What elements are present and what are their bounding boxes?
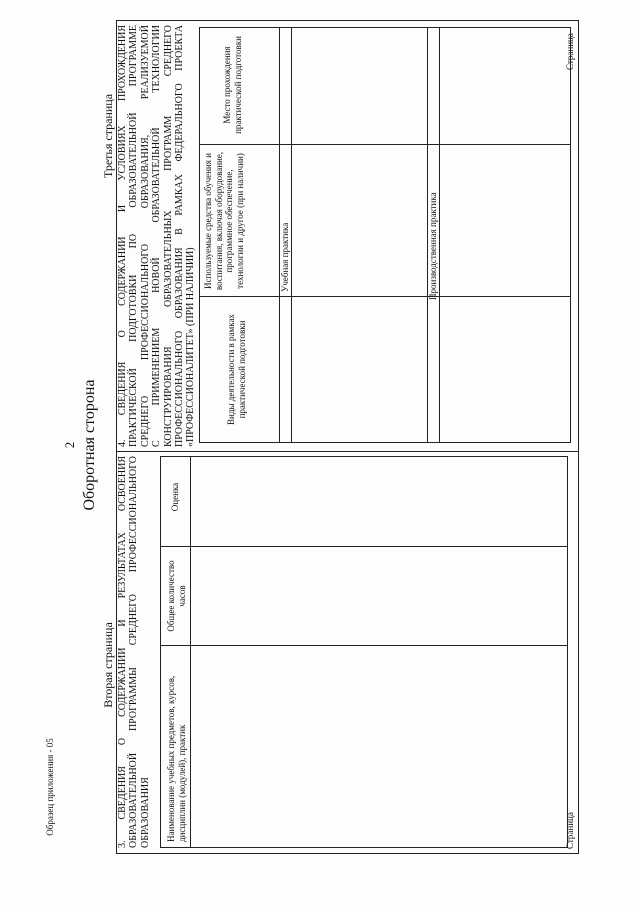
page3-footer-label: Страница bbox=[565, 33, 575, 70]
page3-column-header: Используемые средства обучения и воспитания, включая оборудование, программное обеспечение, технологии и другое (при наличии) bbox=[203, 151, 245, 291]
page3-column-divider bbox=[199, 296, 571, 297]
page2-heading-line: 3. СВЕДЕНИЯ О СОДЕРЖАНИИ И РЕЗУЛЬТАТАХ ОСВОЕНИЯ bbox=[117, 456, 128, 848]
page3-column-divider bbox=[199, 144, 571, 145]
page3-heading-line: КОНСТРУИРОВАНИЯ ОБРАЗОВАТЕЛЬНЫХ ПРОГРАММ СРЕДНЕГО bbox=[162, 25, 174, 447]
form-sample-note: Образец приложения - 05 bbox=[45, 738, 55, 836]
page2-table bbox=[160, 456, 568, 848]
side-title: Оборотная сторона bbox=[81, 379, 98, 511]
page2-footer-label: Страница bbox=[565, 812, 575, 849]
page3-row-label: Учебная практика bbox=[280, 222, 290, 292]
page3-table bbox=[199, 27, 571, 443]
page2-column-divider bbox=[160, 546, 568, 547]
page2-section-heading bbox=[117, 456, 157, 849]
page3-heading-line: 4. СВЕДЕНИЯ О СОДЕРЖАНИИ И УСЛОВИЯХ ПРОХОЖДЕНИЯ bbox=[117, 25, 128, 447]
page2-column-divider bbox=[160, 645, 568, 646]
page3-heading-line: «ПРОФЕССИОНАЛИТЕТ» (ПРИ НАЛИЧИИ) bbox=[185, 247, 197, 447]
page3-column-header: Место прохождения практической подготовки bbox=[222, 36, 243, 134]
page3-title: Третья страница bbox=[101, 93, 115, 179]
page2-heading-line: ОБРАЗОВАТЕЛЬНОЙ ПРОГРАММЫ СРЕДНЕГО ПРОФЕССИОНАЛЬНОГО bbox=[128, 456, 140, 848]
page3-heading-line: ПРОФЕССИОНАЛЬНОГО ОБРАЗОВАНИЯ В РАМКАХ ФЕДЕРАЛЬНОГО ПРОЕКТА bbox=[174, 25, 186, 447]
page2-column-header: Общее количество часов bbox=[166, 560, 187, 632]
page2-heading-line: ОБРАЗОВАНИЯ bbox=[139, 777, 151, 848]
page2-column-header: Наименование учебных предметов, курсов, дисциплин (модулей), практик bbox=[166, 675, 187, 842]
page-number: 2 bbox=[62, 441, 77, 449]
page3-heading-line: СРЕДНЕГО ПРОФЕССИОНАЛЬНОГО ОБРАЗОВАНИЯ, РЕАЛИЗУЕМОЙ bbox=[139, 25, 151, 447]
page3-row-divider bbox=[439, 27, 440, 443]
page-divider bbox=[116, 451, 579, 452]
page3-column-header: Виды деятельности в рамках практической подготовки bbox=[226, 314, 247, 425]
page3-row-divider bbox=[291, 27, 292, 443]
page3-heading-line: С ПРИМЕНЕНИЕМ НОВОЙ ОБРАЗОВАТЕЛЬНОЙ ТЕХНОЛОГИИ bbox=[151, 25, 163, 447]
page2-header-divider bbox=[190, 456, 191, 848]
page3-heading-line: ПРАКТИЧЕСКОЙ ПОДГОТОВКИ ПО ОБРАЗОВАТЕЛЬНОЙ ПРОГРАММЕ bbox=[128, 25, 140, 447]
page2-title: Вторая страница bbox=[101, 622, 115, 708]
page3-row-label: Производственная практика bbox=[428, 192, 438, 300]
page2-column-header: Оценка bbox=[170, 482, 180, 512]
page3-section-heading bbox=[117, 25, 199, 448]
